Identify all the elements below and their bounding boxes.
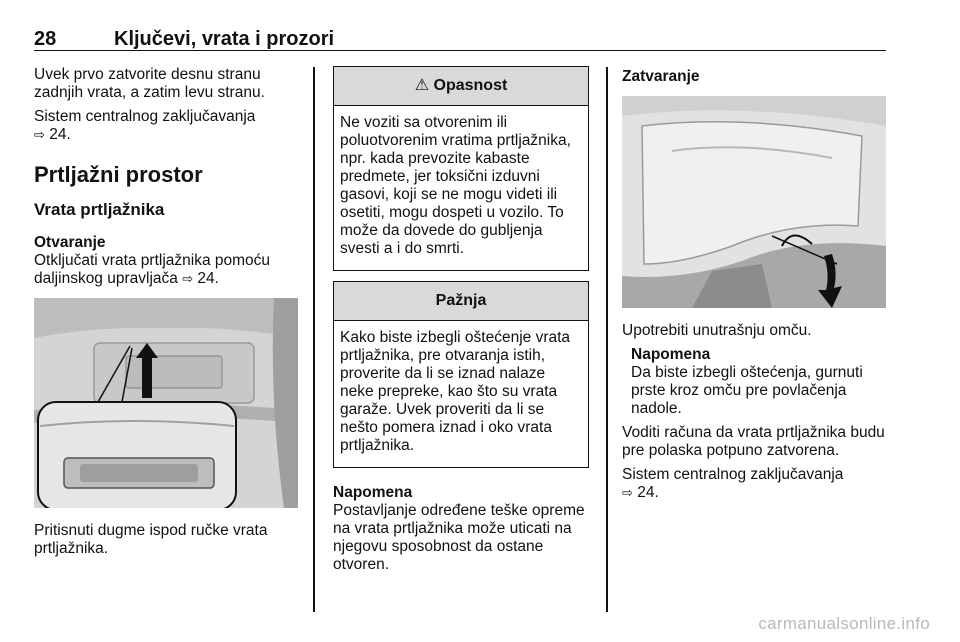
tailgate-closing-illustration bbox=[622, 96, 886, 308]
central-lock-text: Sistem centralnog zaključavanja bbox=[622, 466, 844, 483]
closed-text: Voditi računa da vrata prtljažnika budu pre polaska potpuno zatvorena. bbox=[622, 424, 885, 459]
note-text: Postavljanje određene teške opreme na vrata prtljažnika može uticati na njegovu sposobnost da ostane otvoren. bbox=[333, 502, 585, 573]
chapter-title: Ključevi, vrata i prozori bbox=[114, 28, 335, 50]
warning-triangle-icon: ⚠ bbox=[414, 77, 430, 94]
column-2 bbox=[333, 66, 589, 580]
page-header bbox=[34, 26, 886, 51]
tailgate-button-illustration bbox=[34, 298, 298, 508]
note-heading: Napomena bbox=[333, 484, 413, 501]
column-divider-1 bbox=[313, 67, 315, 612]
cross-reference-icon: ⇨ bbox=[34, 127, 45, 142]
closing-heading: Zatvaranje bbox=[622, 68, 700, 85]
opening-para bbox=[34, 252, 302, 288]
cross-reference-icon: ⇨ bbox=[182, 271, 194, 286]
central-lock-ref-link[interactable]: 24. bbox=[637, 484, 659, 501]
page-number: 28 bbox=[34, 28, 57, 50]
column-3 bbox=[622, 66, 886, 508]
intro-text: Uvek prvo zatvorite desnu stranu zadnjih vrata, a zatim levu stranu. bbox=[34, 66, 265, 101]
cross-reference-icon: ⇨ bbox=[622, 485, 633, 500]
opening-heading: Otvaranje bbox=[34, 234, 106, 251]
column-divider-2 bbox=[606, 67, 608, 612]
section-title: Prtljažni prostor bbox=[34, 162, 203, 187]
watermark: carmanualsonline.info bbox=[758, 614, 930, 633]
danger-header bbox=[334, 67, 588, 106]
note-block bbox=[622, 346, 886, 418]
caution-box bbox=[333, 281, 589, 468]
central-lock-para bbox=[622, 466, 886, 502]
opening-text: Otključati vrata prtljažnika pomoću daljinskog upravljača bbox=[34, 252, 271, 287]
note-heading: Napomena bbox=[631, 346, 711, 363]
opening-ref-link[interactable]: 24. bbox=[197, 270, 219, 287]
caution-heading: Pažnja bbox=[334, 282, 588, 321]
danger-text: Ne voziti sa otvorenim ili poluotvorenim vratima prtljažnika, npr. kada prevozite kabaste predmete, jer toksični izduvni gasovi, koji se ne mogu videti ili osetiti, mogu dospeti u vozilo. To može da dovede do gubljenja svesti a i do smrti. bbox=[340, 114, 571, 257]
danger-heading: Opasnost bbox=[433, 77, 508, 94]
button-caption: Pritisnuti dugme ispod ručke vrata prtljažnika. bbox=[34, 522, 268, 557]
caution-text: Kako biste izbegli oštećenje vrata prtljažnika, pre otvaranja istih, proverite da li se iznad nalaze neke prepreke, kao što su vrata garaže. Uvek proveriti da li se nešto pomera iznad i oko vrata prtljažnika. bbox=[340, 329, 571, 454]
loop-text: Upotrebiti unutrašnju omču. bbox=[622, 322, 812, 339]
column-1 bbox=[34, 66, 302, 564]
subsection-title: Vrata prtljažnika bbox=[34, 200, 165, 219]
central-lock-ref-link[interactable]: 24. bbox=[49, 126, 71, 143]
central-lock-text: Sistem centralnog zaključavanja bbox=[34, 108, 256, 125]
danger-box bbox=[333, 66, 589, 271]
note-text: Da biste izbegli oštećenja, gurnuti prste kroz omču pre povlačenja nadole. bbox=[631, 364, 863, 417]
central-lock-para bbox=[34, 108, 302, 144]
